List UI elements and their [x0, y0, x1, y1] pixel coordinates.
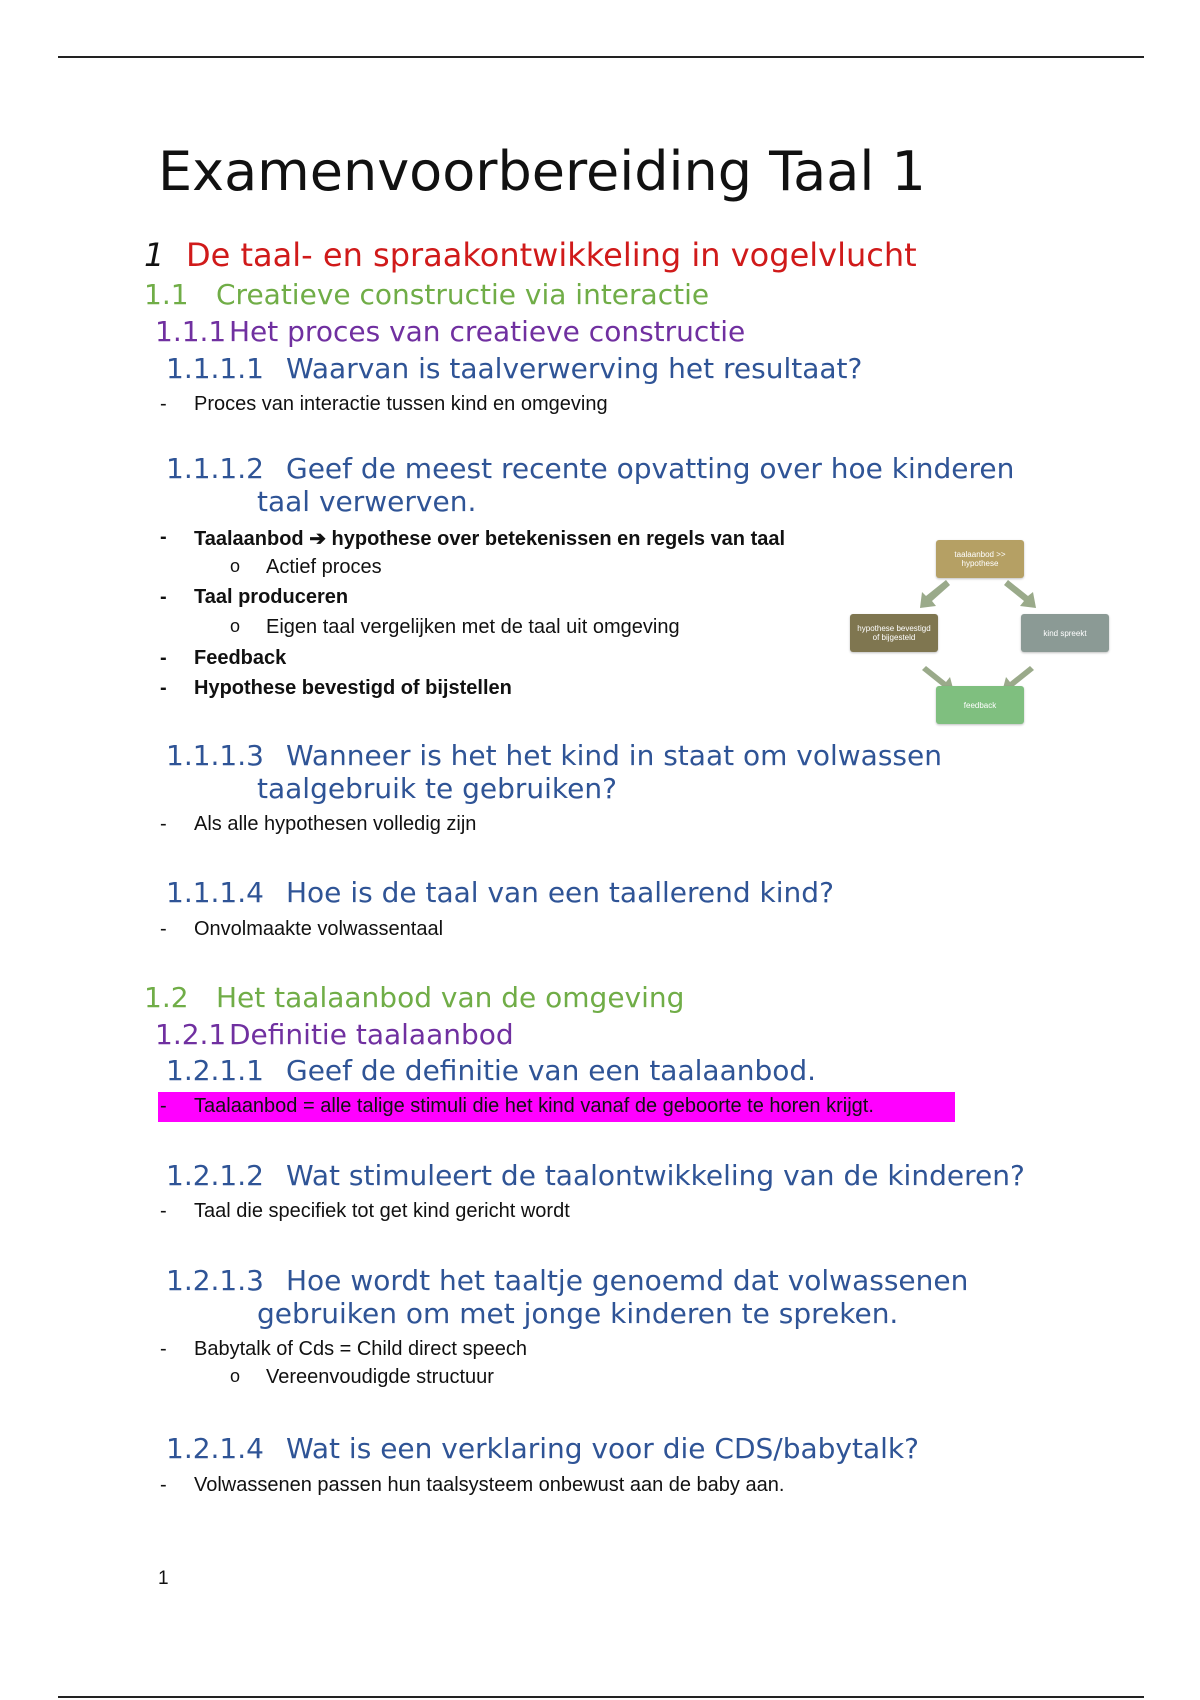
heading-1	[144, 236, 917, 274]
question-number: 1.1.1.4	[166, 876, 264, 909]
document-title: Examenvoorbereiding Taal 1	[158, 140, 926, 203]
sub-bullet	[230, 1366, 494, 1389]
question-text: Hoe wordt het taaltje genoemd dat volwassenen	[286, 1264, 969, 1297]
arrow-top-left	[920, 580, 950, 608]
question-1-1-1-2	[166, 452, 1014, 518]
cycle-box-hypothesis: hypothese bevestigd of bijgesteld	[850, 614, 938, 652]
question-number: 1.2.1.4	[166, 1432, 264, 1465]
heading-number: 1.1	[144, 278, 189, 311]
dash-bullet: -	[160, 918, 167, 940]
bullet-text: Taalaanbod ➔ hypothese over betekenissen en regels van taal	[194, 528, 786, 550]
hypothesis-cycle-diagram	[848, 536, 1110, 726]
answer-bullet-highlighted	[160, 1095, 874, 1118]
answer-bullet	[160, 1200, 570, 1223]
bullet-text: Als alle hypothesen volledig zijn	[194, 813, 477, 835]
bullet-text: Proces van interactie tussen kind en omgeving	[194, 393, 608, 415]
question-1-1-1-1	[166, 352, 862, 385]
question-1-1-1-4	[166, 876, 834, 909]
bullet-text: Babytalk of Cds = Child direct speech	[194, 1338, 527, 1360]
dash-bullet: -	[160, 1200, 167, 1222]
circle-bullet: o	[230, 616, 241, 636]
question-number: 1.1.1.2	[166, 452, 264, 485]
question-1-2-1-2	[166, 1159, 1025, 1192]
heading-1-2-1	[155, 1018, 514, 1051]
bullet-text: Eigen taal vergelijken met de taal uit omgeving	[266, 616, 680, 638]
dash-bullet: -	[160, 1338, 167, 1360]
dash-bullet: -	[160, 526, 167, 548]
question-text-continued: gebruiken om met jonge kinderen te spreken.	[257, 1297, 899, 1330]
heading-text: De taal- en spraakontwikkeling in vogelvlucht	[186, 236, 917, 274]
sub-bullet	[230, 556, 382, 579]
heading-1-1-1	[155, 315, 745, 348]
question-text: Waarvan is taalverwerving het resultaat?	[286, 352, 863, 385]
question-text: Wanneer is het het kind in staat om volwassen	[286, 739, 942, 772]
question-text-continued: taal verwerven.	[257, 485, 477, 518]
heading-text: Creatieve constructie via interactie	[216, 278, 710, 311]
question-text: Geef de meest recente opvatting over hoe kinderen	[286, 452, 1015, 485]
question-text: Wat is een verklaring voor die CDS/babytalk?	[286, 1432, 919, 1465]
heading-1-2	[144, 981, 684, 1014]
question-1-2-1-3	[166, 1264, 968, 1330]
bullet-text: Feedback	[194, 647, 287, 669]
dash-bullet: -	[160, 1474, 167, 1496]
bullet-text: Vereenvoudigde structuur	[266, 1366, 494, 1388]
question-number: 1.2.1.3	[166, 1264, 264, 1297]
heading-number: 1.2.1	[155, 1018, 227, 1051]
heading-text: Definitie taalaanbod	[229, 1018, 514, 1051]
dash-bullet: -	[160, 813, 167, 835]
dash-bullet: -	[160, 677, 167, 699]
heading-1-1	[144, 278, 709, 311]
answer-bullet	[160, 1474, 785, 1497]
circle-bullet: o	[230, 556, 241, 576]
question-1-1-1-3	[166, 739, 942, 805]
heading-text: Het proces van creatieve constructie	[229, 315, 746, 348]
page-number: 1	[158, 1568, 169, 1589]
heading-number: 1.1.1	[155, 315, 227, 348]
answer-bullet	[160, 586, 349, 609]
question-number: 1.1.1.1	[166, 352, 264, 385]
arrow-top-right	[1004, 580, 1036, 608]
question-1-2-1-1	[166, 1054, 816, 1087]
bullet-text: Hypothese bevestigd of bijstellen	[194, 677, 512, 699]
question-text: Wat stimuleert de taalontwikkeling van de kinderen?	[286, 1159, 1025, 1192]
question-number: 1.2.1.2	[166, 1159, 264, 1192]
cycle-box-child-speaks: kind spreekt	[1021, 614, 1109, 652]
header-rule	[58, 56, 1144, 58]
cycle-box-feedback: feedback	[936, 686, 1024, 724]
bullet-text: Actief proces	[266, 556, 382, 578]
dash-bullet: -	[160, 647, 167, 669]
question-text-continued: taalgebruik te gebruiken?	[257, 772, 617, 805]
cycle-box-input: taalaanbod >> hypothese	[936, 540, 1024, 578]
heading-number: 1	[144, 236, 165, 274]
question-number: 1.2.1.1	[166, 1054, 264, 1087]
answer-bullet	[160, 526, 786, 551]
dash-bullet: -	[160, 1095, 167, 1117]
answer-bullet	[160, 918, 444, 941]
circle-bullet: o	[230, 1366, 241, 1386]
answer-bullet	[160, 677, 512, 700]
footer-rule	[58, 1696, 1144, 1698]
heading-number: 1.2	[144, 981, 189, 1014]
question-text: Hoe is de taal van een taallerend kind?	[286, 876, 834, 909]
bullet-text: Taal produceren	[194, 586, 349, 608]
answer-bullet	[160, 813, 477, 836]
question-1-2-1-4	[166, 1432, 919, 1465]
dash-bullet: -	[160, 393, 167, 415]
bullet-text: Taalaanbod = alle talige stimuli die het kind vanaf de geboorte te horen krijgt.	[194, 1095, 874, 1117]
dash-bullet: -	[160, 586, 167, 608]
heading-text: Het taalaanbod van de omgeving	[216, 981, 685, 1014]
question-number: 1.1.1.3	[166, 739, 264, 772]
bullet-text: Volwassenen passen hun taalsysteem onbewust aan de baby aan.	[194, 1474, 785, 1496]
bullet-text: Onvolmaakte volwassentaal	[194, 918, 444, 940]
answer-bullet	[160, 393, 608, 416]
bullet-text: Taal die specifiek tot get kind gericht wordt	[194, 1200, 570, 1222]
sub-bullet	[230, 616, 680, 639]
answer-bullet	[160, 647, 287, 670]
question-text: Geef de definitie van een taalaanbod.	[286, 1054, 817, 1087]
answer-bullet	[160, 1338, 527, 1361]
